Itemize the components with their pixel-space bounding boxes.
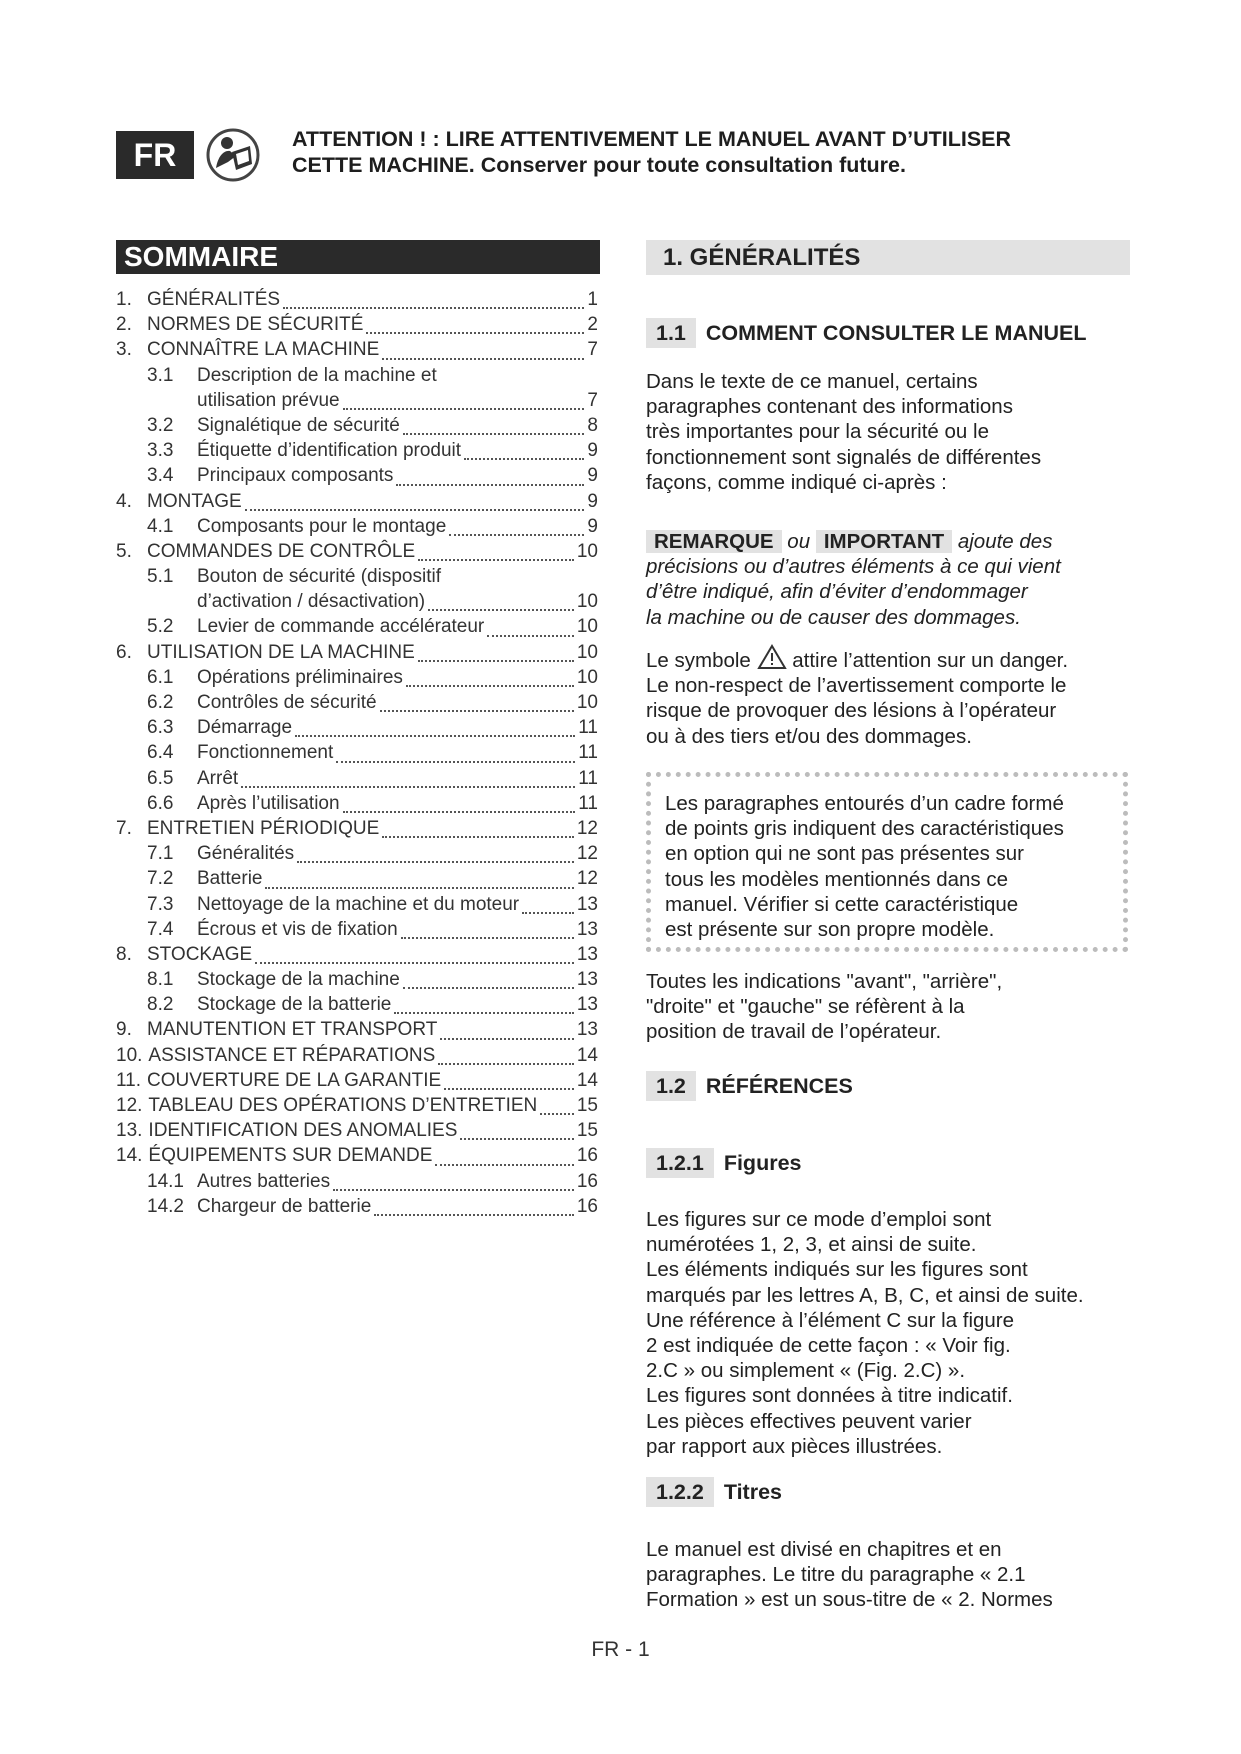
- toc-entry[interactable]: [116, 642, 598, 667]
- toc-entry-page: 10: [576, 591, 598, 613]
- toc-entry-text: GÉNÉRALITÉS: [147, 289, 281, 310]
- toc-entry-page: 13: [576, 893, 598, 915]
- toc-entry-label: [147, 566, 441, 588]
- toc-title: SOMMAIRE: [116, 240, 600, 274]
- toc-entry-text: COMMANDES DE CONTRÔLE: [147, 540, 416, 562]
- toc-entry-label: [116, 1045, 435, 1067]
- toc-leader-dots: [255, 962, 574, 964]
- toc-entry-page: 9: [587, 465, 598, 487]
- toc-leader-dots: [366, 332, 584, 334]
- toc-leader-dots: [522, 912, 574, 914]
- toc-leader-dots: [435, 1164, 573, 1166]
- toc-leader-dots: [336, 761, 575, 763]
- warning-line-2: CETTE MACHINE. Conserver pour toute consultation future.: [292, 153, 906, 177]
- toc-entry-label: [147, 667, 403, 689]
- toc-leader-dots: [374, 1214, 574, 1216]
- paragraph-line: paragraphes contenant des informations: [646, 395, 1013, 419]
- toc-entry-number: 7.1: [147, 843, 174, 865]
- paragraph-line: position de travail de l’opérateur.: [646, 1020, 942, 1044]
- section-number: 1.2.1: [646, 1148, 714, 1178]
- toc-entry-text: Arrêt: [197, 767, 239, 789]
- toc-entry[interactable]: [116, 717, 598, 742]
- paragraph-line: tous les modèles mentionnés dans ce: [665, 867, 1009, 891]
- section-heading-1-1: [646, 318, 1087, 348]
- toc-entry-label: [116, 1019, 437, 1041]
- toc-entry[interactable]: [116, 768, 598, 793]
- paragraph-titres: [646, 1537, 1130, 1613]
- toc-entry-label: [147, 365, 437, 387]
- toc-entry[interactable]: [116, 541, 598, 566]
- toc-entry[interactable]: [116, 616, 598, 641]
- toc-entry-page: 13: [576, 994, 598, 1016]
- toc-entry-page: 7: [587, 389, 598, 411]
- toc-entry-page: 10: [576, 666, 598, 688]
- toc-entry-number: 3.: [116, 339, 132, 361]
- toc-entry-number: 8.2: [147, 994, 174, 1016]
- toc-entry[interactable]: [116, 566, 598, 591]
- toc-entry-label: [116, 491, 242, 513]
- paragraph-line: en option qui ne sont pas présentes sur: [665, 842, 1024, 866]
- toc-entry-text: Description de la machine et: [197, 364, 437, 386]
- toc-entry-page: 12: [576, 817, 598, 839]
- toc-entry-page: 9: [587, 515, 598, 537]
- paragraph-line: Les figures sur ce mode d’emploi sont: [646, 1208, 992, 1231]
- toc-entry[interactable]: [116, 516, 598, 541]
- paragraph-line: Formation » est un sous-titre de « 2. Normes: [646, 1588, 1053, 1612]
- toc-leader-dots: [343, 408, 585, 410]
- section-heading-1-2: [646, 1071, 853, 1101]
- paragraph-line: Les pièces effectives peuvent varier: [646, 1409, 972, 1433]
- toc-entry-number: 14.: [116, 1145, 143, 1167]
- toc-leader-dots: [418, 660, 574, 662]
- toc-entry-number: 5.: [116, 540, 132, 562]
- toc-leader-dots: [540, 1113, 574, 1115]
- toc-entry-text: utilisation prévue: [197, 389, 340, 411]
- toc-leader-dots: [418, 559, 574, 561]
- toc-entry-number: 12.: [116, 1095, 143, 1116]
- toc-entry-label: [116, 818, 379, 840]
- toc-entry-page: 15: [576, 1095, 598, 1116]
- toc-leader-dots: [333, 1189, 574, 1191]
- toc-entry-number: 11.: [116, 1069, 142, 1091]
- toc-entry-label: [147, 768, 238, 790]
- toc-entry-number: 6.3: [147, 717, 174, 739]
- toc-entry-text: Nettoyage de la machine et du moteur: [197, 893, 520, 915]
- toc-entry-number: 7.4: [147, 918, 174, 940]
- toc-entry-text: Chargeur de batterie: [197, 1195, 372, 1217]
- toc-entry-number: 4.: [116, 490, 132, 512]
- toc-entry[interactable]: [116, 919, 598, 944]
- toc-entry[interactable]: [116, 339, 598, 364]
- toc-entry-page: 16: [576, 1170, 598, 1192]
- toc-entry-number: 6.1: [147, 666, 174, 688]
- toc-entry-number: 3.2: [147, 414, 174, 436]
- paragraph-line: façons, comme indiqué ci-après :: [646, 470, 947, 494]
- section-heading-1-2-1: [646, 1148, 801, 1178]
- section-title: RÉFÉRENCES: [705, 1073, 853, 1098]
- section-heading-1-2-2: [646, 1477, 782, 1507]
- toc-entry-number: 4.1: [147, 515, 174, 537]
- toc-entry[interactable]: [116, 289, 598, 314]
- toc-entry-page: 13: [576, 918, 598, 940]
- toc-entry-page: 11: [578, 717, 598, 739]
- toc-entry-page: 12: [576, 868, 598, 890]
- toc-leader-dots: [403, 433, 585, 435]
- toc-leader-dots: [295, 735, 575, 737]
- table-of-contents: [116, 289, 598, 1221]
- toc-entry-number: 13.: [116, 1120, 143, 1142]
- toc-leader-dots: [440, 1038, 574, 1040]
- toc-entry-number: 5.2: [147, 616, 174, 638]
- toc-entry-page: 12: [576, 843, 598, 865]
- toc-entry-number: 7.2: [147, 868, 174, 890]
- paragraph-line: la machine ou de causer des dommages.: [646, 605, 1021, 629]
- toc-entry-page: 7: [587, 339, 598, 361]
- toc-entry[interactable]: [116, 1045, 598, 1070]
- toc-entry[interactable]: [116, 1171, 598, 1196]
- toc-entry[interactable]: [116, 465, 598, 490]
- toc-entry[interactable]: [116, 994, 598, 1019]
- toc-entry[interactable]: [116, 894, 598, 919]
- toc-leader-dots: [406, 685, 574, 687]
- toc-entry-page: 11: [578, 792, 598, 814]
- toc-entry-text: TABLEAU DES OPÉRATIONS D’ENTRETIEN: [148, 1095, 538, 1116]
- danger-text: [646, 673, 1130, 749]
- paragraph-line: Toutes les indications "avant", "arrière",: [646, 970, 1003, 993]
- language-badge: FR: [116, 131, 194, 179]
- toc-entry[interactable]: [116, 843, 598, 868]
- paragraph-line: fonctionnement sont signalés de différentes: [646, 445, 1042, 469]
- toc-entry-text: Étiquette d’identification produit: [197, 440, 462, 462]
- toc-entry-page: 16: [576, 1145, 598, 1167]
- remarque-text-tail: ajoute des: [957, 530, 1053, 553]
- toc-entry-text: ASSISTANCE ET RÉPARATIONS: [148, 1044, 436, 1066]
- paragraph-line: 2.C » ou simplement « (Fig. 2.C) ».: [646, 1359, 966, 1383]
- toc-entry-page: 10: [576, 692, 598, 713]
- paragraph-intro: [646, 369, 1130, 495]
- toc-entry-number: 3.3: [147, 440, 174, 462]
- toc-entry-label: [147, 969, 400, 991]
- toc-entry-text: Fonctionnement: [197, 742, 334, 764]
- toc-entry-number: 6.4: [147, 742, 174, 764]
- toc-entry-text: Principaux composants: [197, 465, 394, 487]
- toc-entry-label: [147, 440, 461, 462]
- toc-entry[interactable]: [116, 1070, 598, 1095]
- section-number: 1.1: [646, 318, 696, 348]
- toc-entry-label: [147, 616, 484, 638]
- toc-entry[interactable]: [116, 365, 598, 390]
- toc-entry-label: [116, 944, 252, 966]
- toc-entry-page: 15: [576, 1120, 598, 1142]
- toc-entry-label: [147, 692, 377, 714]
- toc-entry-text: Contrôles de sécurité: [197, 692, 377, 713]
- paragraph-line: précisions ou d’autres éléments à ce qui vient: [646, 555, 1061, 579]
- toc-entry-label: [147, 415, 400, 437]
- toc-entry-label: [116, 1070, 441, 1092]
- toc-entry-page: 13: [576, 969, 598, 991]
- toc-entry[interactable]: [116, 390, 598, 415]
- paragraph-line: risque de provoquer des lésions à l’opérateur: [646, 699, 1057, 723]
- section-title: Titres: [723, 1479, 782, 1504]
- toc-entry-page: 1: [587, 289, 598, 310]
- toc-entry-number: 3.1: [147, 364, 174, 386]
- toc-entry-label: [116, 289, 280, 311]
- toc-entry-label: [147, 1196, 371, 1218]
- toc-entry[interactable]: [116, 415, 598, 440]
- toc-entry-text: MONTAGE: [147, 490, 242, 512]
- toc-entry-page: 9: [587, 440, 598, 462]
- toc-entry-text: Démarrage: [197, 717, 293, 739]
- toc-entry[interactable]: [116, 491, 598, 516]
- toc-entry-label: [147, 843, 294, 865]
- section-title: COMMENT CONSULTER LE MANUEL: [705, 320, 1087, 345]
- toc-leader-dots: [396, 484, 584, 486]
- toc-entry-page: 13: [576, 943, 598, 965]
- paragraph-danger-symbol: [646, 644, 1130, 749]
- toc-entry-number: 10.: [116, 1044, 143, 1066]
- toc-leader-dots: [487, 635, 574, 637]
- toc-leader-dots: [449, 534, 584, 536]
- paragraph-line: Le manuel est divisé en chapitres et en: [646, 1538, 1002, 1561]
- toc-entry-text: Signalétique de sécurité: [197, 414, 400, 436]
- toc-entry-page: 13: [576, 1019, 598, 1041]
- danger-text-head: Le symbole: [646, 649, 751, 672]
- toc-entry-page: 10: [576, 641, 598, 663]
- toc-entry-label: [147, 1171, 330, 1193]
- toc-entry[interactable]: [116, 868, 598, 893]
- remarque-tag: REMARQUE: [646, 530, 782, 553]
- toc-entry[interactable]: [116, 1120, 598, 1145]
- paragraph-line: par rapport aux pièces illustrées.: [646, 1434, 943, 1458]
- toc-entry-text: Stockage de la machine: [197, 969, 400, 991]
- toc-entry-number: 6.: [116, 641, 132, 663]
- toc-entry-number: 1.: [116, 289, 132, 310]
- toc-entry-text: Bouton de sécurité (dispositif: [197, 566, 441, 588]
- paragraph-line: Les figures sont données à titre indicatif.: [646, 1384, 1013, 1408]
- toc-entry-text: Composants pour le montage: [197, 515, 447, 537]
- toc-entry-page: 10: [576, 616, 598, 638]
- toc-entry[interactable]: [116, 314, 598, 339]
- toc-entry-label: [147, 465, 393, 487]
- paragraph-directions: [646, 969, 1130, 1045]
- toc-entry-page: 2: [587, 314, 598, 336]
- toc-entry[interactable]: [116, 1145, 598, 1170]
- paragraph-line: Le non-respect de l’avertissement comporte le: [646, 674, 1067, 698]
- toc-leader-dots: [438, 1063, 574, 1065]
- toc-leader-dots: [444, 1088, 574, 1090]
- optional-feature-box: [646, 772, 1128, 952]
- toc-entry-text: Après l’utilisation: [197, 792, 340, 814]
- section-number: 1.2.2: [646, 1477, 714, 1507]
- toc-entry[interactable]: [116, 1095, 598, 1120]
- toc-entry-text: Généralités: [197, 843, 295, 865]
- toc-entry-number: 6.2: [147, 692, 174, 713]
- toc-entry[interactable]: [116, 742, 598, 767]
- toc-entry-text: Opérations préliminaires: [197, 666, 403, 688]
- toc-entry-label: [116, 1145, 432, 1167]
- toc-leader-dots: [460, 1138, 573, 1140]
- toc-entry-text: ÉQUIPEMENTS SUR DEMANDE: [148, 1145, 433, 1167]
- toc-entry[interactable]: [116, 440, 598, 465]
- toc-entry-label: [116, 1095, 537, 1117]
- toc-entry-number: 5.1: [147, 566, 174, 588]
- toc-entry-page: 14: [576, 1069, 598, 1091]
- toc-leader-dots: [343, 811, 576, 813]
- toc-leader-dots: [241, 786, 575, 788]
- toc-entry-page: 16: [576, 1195, 598, 1217]
- paragraph-remarque: [646, 529, 1130, 630]
- toc-entry-text: Autres batteries: [197, 1170, 331, 1192]
- remarque-text: [646, 554, 1130, 630]
- paragraph-line: paragraphes. Le titre du paragraphe « 2.1: [646, 1563, 1026, 1587]
- toc-entry-number: 6.5: [147, 767, 174, 789]
- toc-entry-number: 3.4: [147, 465, 174, 487]
- paragraph-line: manuel. Vérifier si cette caractéristique: [665, 892, 1019, 916]
- toc-entry-page: 14: [576, 1044, 598, 1066]
- toc-entry-text: ENTRETIEN PÉRIODIQUE: [147, 817, 380, 839]
- toc-entry-page: 10: [576, 540, 598, 562]
- paragraph-line: Les éléments indiqués sur les figures sont: [646, 1258, 1028, 1282]
- toc-entry-page: 8: [587, 414, 598, 436]
- toc-entry-label: [147, 994, 391, 1016]
- section-number: 1.2: [646, 1071, 696, 1101]
- toc-leader-dots: [245, 509, 585, 511]
- paragraph-line: "droite" et "gauche" se réfèrent à la: [646, 995, 965, 1019]
- paragraph-line: très importantes pour la sécurité ou le: [646, 420, 989, 444]
- section-title: Figures: [723, 1150, 802, 1175]
- toc-leader-dots: [403, 987, 574, 989]
- toc-entry-label: [116, 541, 415, 563]
- toc-leader-dots: [464, 458, 584, 460]
- toc-entry-text: d’activation / désactivation): [197, 591, 426, 613]
- paragraph-line: d’être indiqué, afin d’éviter d’endommager: [646, 580, 1028, 604]
- toc-entry-number: 2.: [116, 314, 132, 336]
- toc-entry-label: [147, 516, 446, 538]
- toc-entry-text: Stockage de la batterie: [197, 994, 392, 1016]
- toc-entry-text: MANUTENTION ET TRANSPORT: [147, 1019, 438, 1041]
- toc-leader-dots: [382, 358, 584, 360]
- toc-entry-text: UTILISATION DE LA MACHINE: [147, 641, 415, 663]
- paragraph-line: est présente sur son propre modèle.: [665, 918, 995, 942]
- toc-entry-page: 9: [587, 490, 598, 512]
- paragraph-line: 2 est indiquée de cette façon : « Voir fig.: [646, 1334, 1011, 1358]
- toc-entry-label: [147, 793, 340, 815]
- toc-leader-dots: [394, 1012, 574, 1014]
- toc-entry-text: Écrous et vis de fixation: [197, 918, 398, 940]
- paragraph-line: de points gris indiquent des caractéristiques: [665, 817, 1064, 841]
- toc-entry-text: STOCKAGE: [147, 943, 253, 965]
- paragraph-line: Une référence à l’élément C sur la figure: [646, 1308, 1015, 1332]
- toc-entry-page: 11: [578, 767, 598, 789]
- toc-entry-label: [147, 868, 262, 890]
- toc-entry-label: [116, 642, 415, 664]
- toc-entry-text: COUVERTURE DE LA GARANTIE: [147, 1069, 442, 1091]
- warning-triangle-icon: [757, 644, 787, 670]
- paragraph-line: numérotées 1, 2, 3, et ainsi de suite.: [646, 1233, 977, 1257]
- toc-entry-text: NORMES DE SÉCURITÉ: [147, 314, 364, 336]
- read-manual-icon: [206, 128, 260, 182]
- toc-entry[interactable]: [116, 692, 598, 717]
- toc-entry-text: IDENTIFICATION DES ANOMALIES: [148, 1120, 458, 1142]
- toc-entry-text: Batterie: [197, 868, 263, 890]
- toc-entry-text: CONNAÎTRE LA MACHINE: [147, 339, 380, 361]
- toc-entry-label: [147, 742, 333, 764]
- toc-entry[interactable]: [116, 793, 598, 818]
- toc-entry[interactable]: [116, 1196, 598, 1221]
- toc-entry-label: [116, 1120, 457, 1142]
- toc-entry-number: 9.: [116, 1019, 132, 1041]
- toc-entry-number: 8.1: [147, 969, 174, 991]
- toc-entry[interactable]: [116, 969, 598, 994]
- toc-leader-dots: [297, 861, 574, 863]
- toc-entry-number: 7.: [116, 817, 132, 839]
- toc-entry-text: Levier de commande accélérateur: [197, 616, 485, 638]
- toc-leader-dots: [265, 887, 573, 889]
- toc-entry-label: [197, 591, 425, 613]
- toc-entry-number: 7.3: [147, 893, 174, 915]
- toc-entry-number: 8.: [116, 943, 132, 965]
- important-tag: IMPORTANT: [816, 530, 952, 553]
- toc-entry[interactable]: [116, 818, 598, 843]
- page-number: FR - 1: [591, 1638, 650, 1661]
- toc-entry[interactable]: [116, 591, 598, 616]
- danger-text-tail: attire l’attention sur un danger.: [792, 649, 1069, 672]
- paragraph-line: ou à des tiers et/ou des dommages.: [646, 724, 972, 748]
- warning-line-1: ATTENTION ! : LIRE ATTENTIVEMENT LE MANUEL AVANT D’UTILISER: [292, 127, 1012, 151]
- chapter-heading: 1. GÉNÉRALITÉS: [646, 240, 1130, 275]
- toc-leader-dots: [283, 307, 584, 309]
- paragraph-line: marqués par les lettres A, B, C, et ainsi de suite.: [646, 1283, 1084, 1307]
- word-ou: ou: [787, 530, 811, 553]
- toc-leader-dots: [401, 937, 574, 939]
- toc-entry-number: 14.2: [147, 1195, 184, 1217]
- toc-entry[interactable]: [116, 944, 598, 969]
- paragraph-line: Dans le texte de ce manuel, certains: [646, 370, 978, 393]
- toc-leader-dots: [428, 609, 574, 611]
- toc-entry-page: 11: [578, 742, 598, 764]
- toc-entry-label: [116, 314, 363, 336]
- toc-entry-number: 14.1: [147, 1170, 184, 1192]
- toc-entry[interactable]: [116, 667, 598, 692]
- toc-entry-label: [197, 390, 340, 412]
- toc-entry[interactable]: [116, 1019, 598, 1044]
- toc-entry-label: [147, 717, 292, 739]
- toc-entry-label: [147, 919, 398, 941]
- toc-entry-number: 6.6: [147, 792, 174, 814]
- toc-entry-label: [116, 339, 379, 361]
- paragraph-figures: [646, 1207, 1130, 1459]
- toc-entry-label: [147, 894, 519, 916]
- toc-leader-dots: [380, 710, 574, 712]
- paragraph-line: Les paragraphes entourés d’un cadre formé: [665, 792, 1064, 815]
- toc-leader-dots: [382, 836, 574, 838]
